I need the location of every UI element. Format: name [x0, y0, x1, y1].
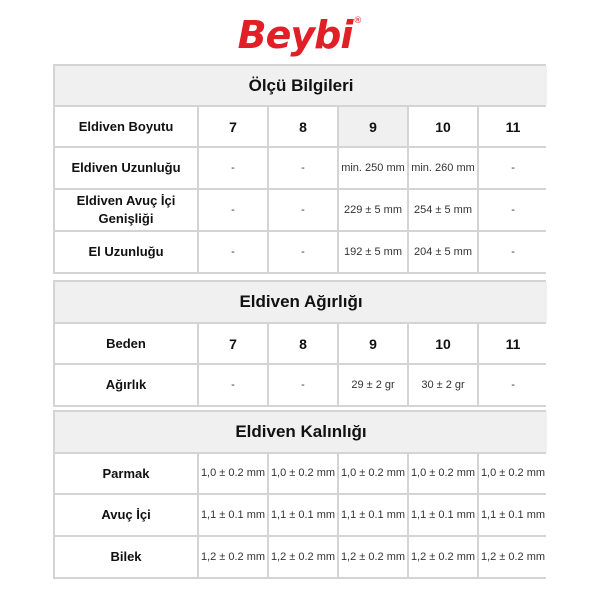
- row-label: Parmak: [55, 454, 197, 493]
- table-cell: 29 ± 2 gr: [339, 365, 407, 405]
- table-cell: 1,0 ± 0.2 mm: [409, 454, 477, 493]
- size-header: 10: [409, 324, 477, 363]
- table-cell: -: [479, 365, 547, 405]
- brand-logo: [0, 14, 600, 56]
- table-cell: -: [199, 232, 267, 272]
- row-label: Ağırlık: [55, 365, 197, 405]
- table-title: Eldiven Kalınlığı: [55, 412, 547, 452]
- registered-mark: ®: [353, 16, 363, 26]
- olcu-bilgileri-table: [53, 64, 546, 274]
- table-cell: 254 ± 5 mm: [409, 190, 477, 230]
- table-cell: 1,1 ± 0.1 mm: [269, 495, 337, 535]
- table-cell: 229 ± 5 mm: [339, 190, 407, 230]
- table-cell: 1,1 ± 0.1 mm: [339, 495, 407, 535]
- table-row: [55, 495, 547, 535]
- row-label: Avuç İçi: [55, 495, 197, 535]
- table-cell: -: [269, 232, 337, 272]
- table-row: [55, 454, 547, 493]
- table-cell: 1,1 ± 0.1 mm: [409, 495, 477, 535]
- table-title: Eldiven Ağırlığı: [55, 282, 547, 322]
- size-header: 7: [199, 107, 267, 146]
- table-cell: -: [269, 365, 337, 405]
- table-cell: -: [199, 190, 267, 230]
- table-cell: 1,2 ± 0.2 mm: [479, 537, 547, 577]
- table-row: [55, 232, 547, 272]
- brand-name: Beybi: [237, 13, 353, 57]
- row-label: El Uzunluğu: [55, 232, 197, 272]
- table-cell: 1,2 ± 0.2 mm: [339, 537, 407, 577]
- eldiven-kalinligi-table: [53, 410, 546, 579]
- table-cell: 30 ± 2 gr: [409, 365, 477, 405]
- size-header: 10: [409, 107, 477, 146]
- column-label: Beden: [55, 324, 197, 363]
- table-cell: -: [269, 148, 337, 188]
- table-cell: 1,1 ± 0.1 mm: [199, 495, 267, 535]
- table-header-row: [55, 107, 547, 146]
- table-row: [55, 148, 547, 188]
- table-cell: -: [479, 232, 547, 272]
- row-label: Eldiven Uzunluğu: [55, 148, 197, 188]
- table-row: [55, 537, 547, 577]
- table-cell: -: [479, 190, 547, 230]
- table-row: [55, 190, 547, 230]
- table-cell: 1,2 ± 0.2 mm: [409, 537, 477, 577]
- table-cell: 1,0 ± 0.2 mm: [269, 454, 337, 493]
- table-row: [55, 365, 547, 405]
- table-cell: 1,1 ± 0.1 mm: [479, 495, 547, 535]
- table-cell: min. 250 mm: [339, 148, 407, 188]
- eldiven-agirligi-table: [53, 280, 546, 407]
- table-cell: 1,2 ± 0.2 mm: [199, 537, 267, 577]
- table-cell: -: [199, 148, 267, 188]
- table-cell: min. 260 mm: [409, 148, 477, 188]
- size-header: 11: [479, 107, 547, 146]
- row-label: Bilek: [55, 537, 197, 577]
- size-header: 9: [339, 324, 407, 363]
- table-cell: 1,0 ± 0.2 mm: [339, 454, 407, 493]
- table-cell: 1,0 ± 0.2 mm: [479, 454, 547, 493]
- row-label: Eldiven Avuç İçi Genişliği: [55, 190, 197, 230]
- table-cell: -: [479, 148, 547, 188]
- table-cell: 204 ± 5 mm: [409, 232, 477, 272]
- size-header: 11: [479, 324, 547, 363]
- table-cell: 1,2 ± 0.2 mm: [269, 537, 337, 577]
- table-header-row: [55, 324, 547, 363]
- table-title: Ölçü Bilgileri: [55, 66, 547, 105]
- column-label: Eldiven Boyutu: [55, 107, 197, 146]
- size-header: 8: [269, 324, 337, 363]
- table-cell: 192 ± 5 mm: [339, 232, 407, 272]
- size-header: 8: [269, 107, 337, 146]
- size-header: 9: [339, 107, 407, 146]
- table-cell: 1,0 ± 0.2 mm: [199, 454, 267, 493]
- size-header: 7: [199, 324, 267, 363]
- table-cell: -: [269, 190, 337, 230]
- table-cell: -: [199, 365, 267, 405]
